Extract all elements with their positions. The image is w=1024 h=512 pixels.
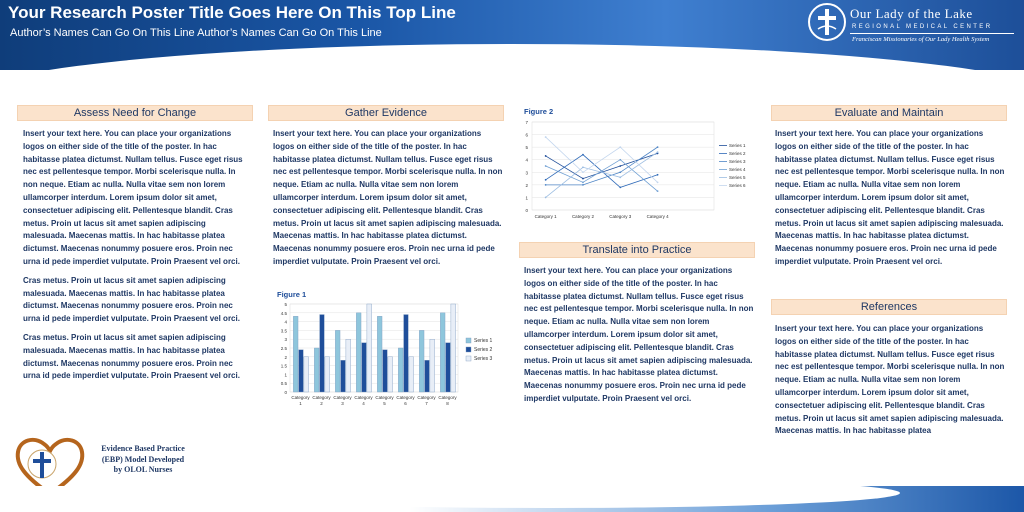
y-tick-label: 3 [525,170,528,176]
legend-label: Series 6 [729,183,746,188]
data-point [582,154,584,156]
data-point [582,171,584,173]
y-tick-label: 3.5 [280,328,287,334]
bar [383,350,388,392]
data-point [545,179,547,181]
legend-label: Series 1 [729,143,746,148]
y-tick-label: 1 [525,195,528,201]
bar [404,315,409,392]
x-tick-label: 6 [404,401,407,406]
y-tick-label: 6 [525,132,528,138]
legend-swatch [466,338,471,343]
data-point [619,146,621,148]
x-tick-label: Category [396,395,415,400]
x-tick-label: 2 [320,401,323,406]
translate-paragraph-1: Insert your text here. You can place your organizations logos on either side of the title of the poster. In hac habitasse platea dictumst. Nullam tellus. Fusce eget risus nec est pellentesque tempor. Morbi scelerisque nulla. In non neque. Etiam ac nulla. Nulla vitae sem non lorem ullamcorper interdum. Lorem ipsum dolor sit amet, consectetuer adipiscing elit. Pellentesque blandit. Cras metus. Proin ut lacus sit amet sapien adipiscing malesuada. Maecenas mattis. In hac habitasse platea dictumst. Maecenas nonummy posuere eros. Proin nec urna id pede imperdiet vulputate. Proin Praesent vel orci. [524,266,754,403]
legend-swatch [466,347,471,352]
bar [320,315,325,392]
x-tick-label: Category 1 [534,214,557,219]
y-tick-label: 5 [525,145,528,151]
assess-paragraph-1: Insert your text here. You can place your organizations logos on either side of the title of the poster. In hac habitasse platea dictumst. Nullam tellus. Fusce eget risus nec est pellentesque tempor. Morbi scelerisque nulla. In non neque. Etiam ac nulla. Nulla vitae sem non lorem ullamcorper interdum. Lorem ipsum dolor sit amet, consectetuer adipiscing elit. Pellentesque blandit. Cras metus. Proin ut lacus sit amet sapien adipiscing malesuada. Maecenas mattis. In hac habitasse platea dictumst. Maecenas nonummy posuere eros. Proin nec urna id pede imperdiet vulputate. Proin Praesent vel orci. [23,129,243,266]
legend-label: Series 2 [474,347,493,353]
logo-divider [850,33,1014,34]
bar [451,304,456,392]
data-point [545,165,547,167]
ebp-caption-line-3: by OLOL Nurses [113,465,173,474]
legend-label: Series 1 [474,338,493,344]
x-tick-label: Category [333,395,352,400]
legend-label: Series 4 [729,167,746,172]
bar [299,350,304,392]
bar [314,348,319,392]
data-point [582,181,584,183]
assess-paragraph-2: Cras metus. Proin ut lacus sit amet sapien adipiscing malesuada. Maecenas mattis. In hac habitasse platea dictumst. Maecenas nonummy posuere eros. Proin nec urna id pede imperdiet vulputate. Proin Praesent vel orci. [23,275,240,324]
section-header-evaluate: Evaluate and Maintain [771,105,1007,121]
y-tick-label: 4 [525,157,528,163]
y-tick-label: 5 [284,302,287,307]
assess-paragraph-3: Cras metus. Proin ut lacus sit amet sapien adipiscing malesuada. Maecenas mattis. In hac habitasse platea dictumst. Maecenas nonummy posuere eros. Proin nec urna id pede imperdiet vulputate. Proin Praesent vel orci. [23,332,240,381]
section-header-translate: Translate into Practice [519,242,755,258]
data-point [545,197,547,199]
x-tick-label: Category [417,395,436,400]
logo-subtitle: REGIONAL MEDICAL CENTER [852,24,993,30]
x-tick-label: Category [291,395,310,400]
bar [388,357,393,392]
data-point [619,165,621,167]
x-tick-label: Category 4 [646,214,669,219]
poster-header [0,0,1024,70]
bar [335,330,340,392]
section-body-gather [273,128,503,275]
section-header-assess: Assess Need for Change [17,105,253,121]
cross-icon [808,3,846,41]
bar [367,304,372,392]
bar [304,357,309,392]
y-tick-label: 1.5 [280,363,287,369]
data-point [657,190,659,192]
bar [293,316,298,392]
x-tick-label: Category [375,395,394,400]
y-tick-label: 0 [525,208,528,213]
bar [346,339,351,392]
bar [425,360,430,392]
legend-swatch [466,356,471,361]
data-point [657,146,659,148]
gather-paragraph-1: Insert your text here. You can place your organizations logos on either side of the title of the poster. In hac habitasse platea dictumst. Nullam tellus. Fusce eget risus nec est pellentesque tempor. Morbi scelerisque nulla. In non neque. Etiam ac nulla. Nulla vitae sem non lorem ullamcorper interdum. Lorem ipsum dolor sit amet, consectetuer adipiscing elit. Pellentesque blandit. Cras metus. Proin ut lacus sit amet sapien adipiscing malesuada. Maecenas mattis. In hac habitasse platea dictumst. Maecenas nonummy posuere eros. Proin nec urna id pede imperdiet vulputate. Proin Praesent vel orci. [273,129,503,266]
bar [341,360,346,392]
plot-area [532,122,714,210]
logo-org-name: Our Lady of the Lake [850,6,973,21]
x-tick-label: 5 [383,401,386,406]
data-point [545,136,547,138]
y-tick-label: 2.5 [280,346,287,351]
x-tick-label: 8 [446,401,449,406]
section-header-gather: Gather Evidence [268,105,504,121]
y-tick-label: 0 [284,390,287,395]
references-paragraph-1: Insert your text here. You can place your organizations logos on either side of the title of the poster. In hac habitasse platea dictumst. Nullam tellus. Fusce eget risus nec est pellentesque tempor. Morbi scelerisque nulla. In non neque. Etiam ac nulla. Nulla vitae sem non lorem ullamcorper interdum. Lorem ipsum dolor sit amet, consectetuer adipiscing elit. Pellentesque blandit. Cras metus. Proin ut lacus sit amet sapien adipiscing malesuada. Maecenas mattis. In hac habitasse platea [775,324,1005,436]
bar [446,343,451,392]
y-tick-label: 0.5 [280,381,287,387]
poster-authors: Author’s Names Can Go On This Line Author’s Names Can Go On This Line [10,27,382,39]
data-point [582,178,584,180]
evaluate-paragraph-1: Insert your text here. You can place your organizations logos on either side of the title of the poster. In hac habitasse platea dictumst. Nullam tellus. Fusce eget risus nec est pellentesque tempor. Morbi scelerisque nulla. In non neque. Etiam ac nulla. Nulla vitae sem non lorem ullamcorper interdum. Lorem ipsum dolor sit amet, consectetuer adipiscing elit. Pellentesque blandit. Cras metus. Proin ut lacus sit amet sapien adipiscing malesuada. Maecenas mattis. In hac habitasse platea dictumst. Maecenas nonummy posuere eros. Proin nec urna id pede imperdiet vulputate. Proin Praesent vel orci. [775,129,1005,266]
bar [440,313,445,392]
section-header-references: References [771,299,1007,315]
ebp-caption-line-2: (EBP) Model Developed [101,454,185,464]
bar [398,348,403,392]
bar [419,330,424,392]
y-tick-label: 4 [284,319,287,325]
section-body-translate [524,265,754,412]
data-point [582,184,584,186]
x-tick-label: Category 2 [571,214,594,219]
y-tick-label: 1 [284,372,287,378]
section-body-assess [23,128,251,389]
x-tick-label: 1 [299,401,302,406]
bar [377,316,382,392]
bar [409,357,414,392]
bar [430,339,435,392]
y-tick-label: 2 [284,354,287,360]
x-tick-label: 4 [362,401,365,406]
x-tick-label: 3 [341,401,344,406]
legend-label: Series 3 [474,356,493,362]
header-wave [0,44,1024,70]
data-point [657,174,659,176]
data-point [657,181,659,183]
data-point [619,171,621,173]
data-point [582,166,584,168]
figure-2-label: Figure 2 [524,107,554,116]
y-tick-label: 2 [525,182,528,188]
legend-label: Series 3 [729,159,746,164]
data-point [657,151,659,153]
data-point [545,184,547,186]
y-tick-label: 4.5 [280,310,287,316]
section-body-references [775,323,1005,444]
bar [325,357,330,392]
logo-tagline: Franciscan Missionaries of Our Lady Health System [852,36,990,43]
legend-label: Series 2 [729,151,746,156]
footer-curve [200,478,900,508]
bar [356,313,361,392]
hospital-logo [808,3,1018,47]
poster-title: Your Research Poster Title Goes Here On This Top Line [8,3,456,22]
section-body-evaluate [775,128,1005,275]
y-tick-label: 7 [525,120,528,125]
x-tick-label: 7 [425,401,428,406]
x-tick-label: Category [438,395,457,400]
ebp-caption [88,444,198,476]
data-point [619,176,621,178]
figure-2-line-chart [518,114,762,224]
figure-1-bar-chart [272,298,504,416]
figure-1-label: Figure 1 [277,290,307,299]
data-point [619,159,621,161]
bar [362,343,367,392]
data-point [545,155,547,157]
x-tick-label: Category [354,395,373,400]
data-point [619,186,621,188]
ebp-caption-line-1: Evidence Based Practice [101,444,185,453]
y-tick-label: 3 [284,337,287,343]
legend-label: Series 5 [729,175,746,180]
x-tick-label: Category [312,395,331,400]
x-tick-label: Category 3 [609,214,632,219]
